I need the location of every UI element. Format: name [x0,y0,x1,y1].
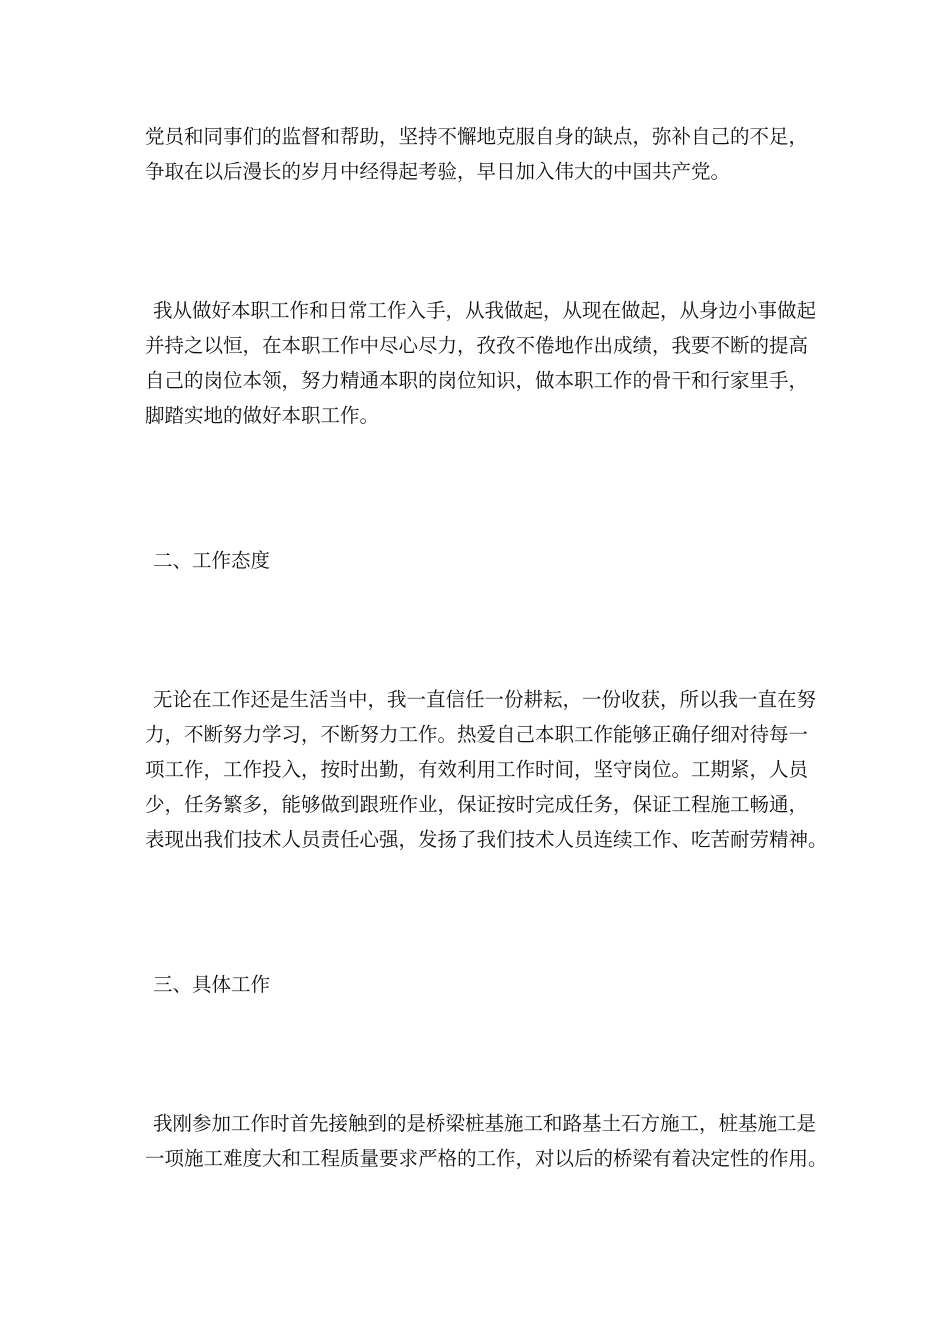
paragraph-3 [145,682,828,857]
paragraph-line: 少，任务繁多，能够做到跟班作业，保证按时完成任务，保证工程施工畅通， [145,793,809,816]
paragraph-line: 我刚参加工作时首先接触到的是桥梁桩基施工和路基土石方施工，桩基施工是 [153,1112,817,1135]
paragraph-line: 争取在以后漫长的岁月中经得起考验，早日加入伟大的中国共产党。 [145,160,731,183]
paragraph-4 [145,1106,828,1176]
paragraph-line: 党员和同事们的监督和帮助，坚持不懈地克服自身的缺点，弥补自己的不足， [145,125,809,148]
paragraph-line: 力，不断努力学习，不断努力工作。热爱自己本职工作能够正确仔细对待每一 [145,723,809,746]
paragraph-1 [145,119,810,189]
paragraph-line: 无论在工作还是生活当中，我一直信任一份耕耘，一份收获，所以我一直在努 [153,688,817,711]
paragraph-2 [145,293,817,433]
section-heading: 三、具体工作 [153,973,271,996]
paragraph-line: 自己的岗位本领，努力精通本职的岗位知识，做本职工作的骨干和行家里手， [145,369,809,392]
paragraph-line: 表现出我们技术人员责任心强，发扬了我们技术人员连续工作、吃苦耐劳精神。 [145,828,828,851]
section-heading: 二、工作态度 [153,549,271,572]
paragraph-line: 我从做好本职工作和日常工作入手，从我做起，从现在做起，从身边小事做起 [153,299,817,322]
paragraph-line: 脚踏实地的做好本职工作。 [145,404,380,427]
section-heading-3 [145,967,810,1002]
paragraph-line: 项工作，工作投入，按时出勤，有效利用工作时间，坚守岗位。工期紧，人员 [145,758,809,781]
paragraph-line: 一项施工难度大和工程质量要求严格的工作，对以后的桥梁有着决定性的作用。 [145,1147,828,1170]
section-heading-2 [145,543,810,578]
paragraph-line: 并持之以恒，在本职工作中尽心尽力，孜孜不倦地作出成绩，我要不断的提高 [145,334,809,357]
